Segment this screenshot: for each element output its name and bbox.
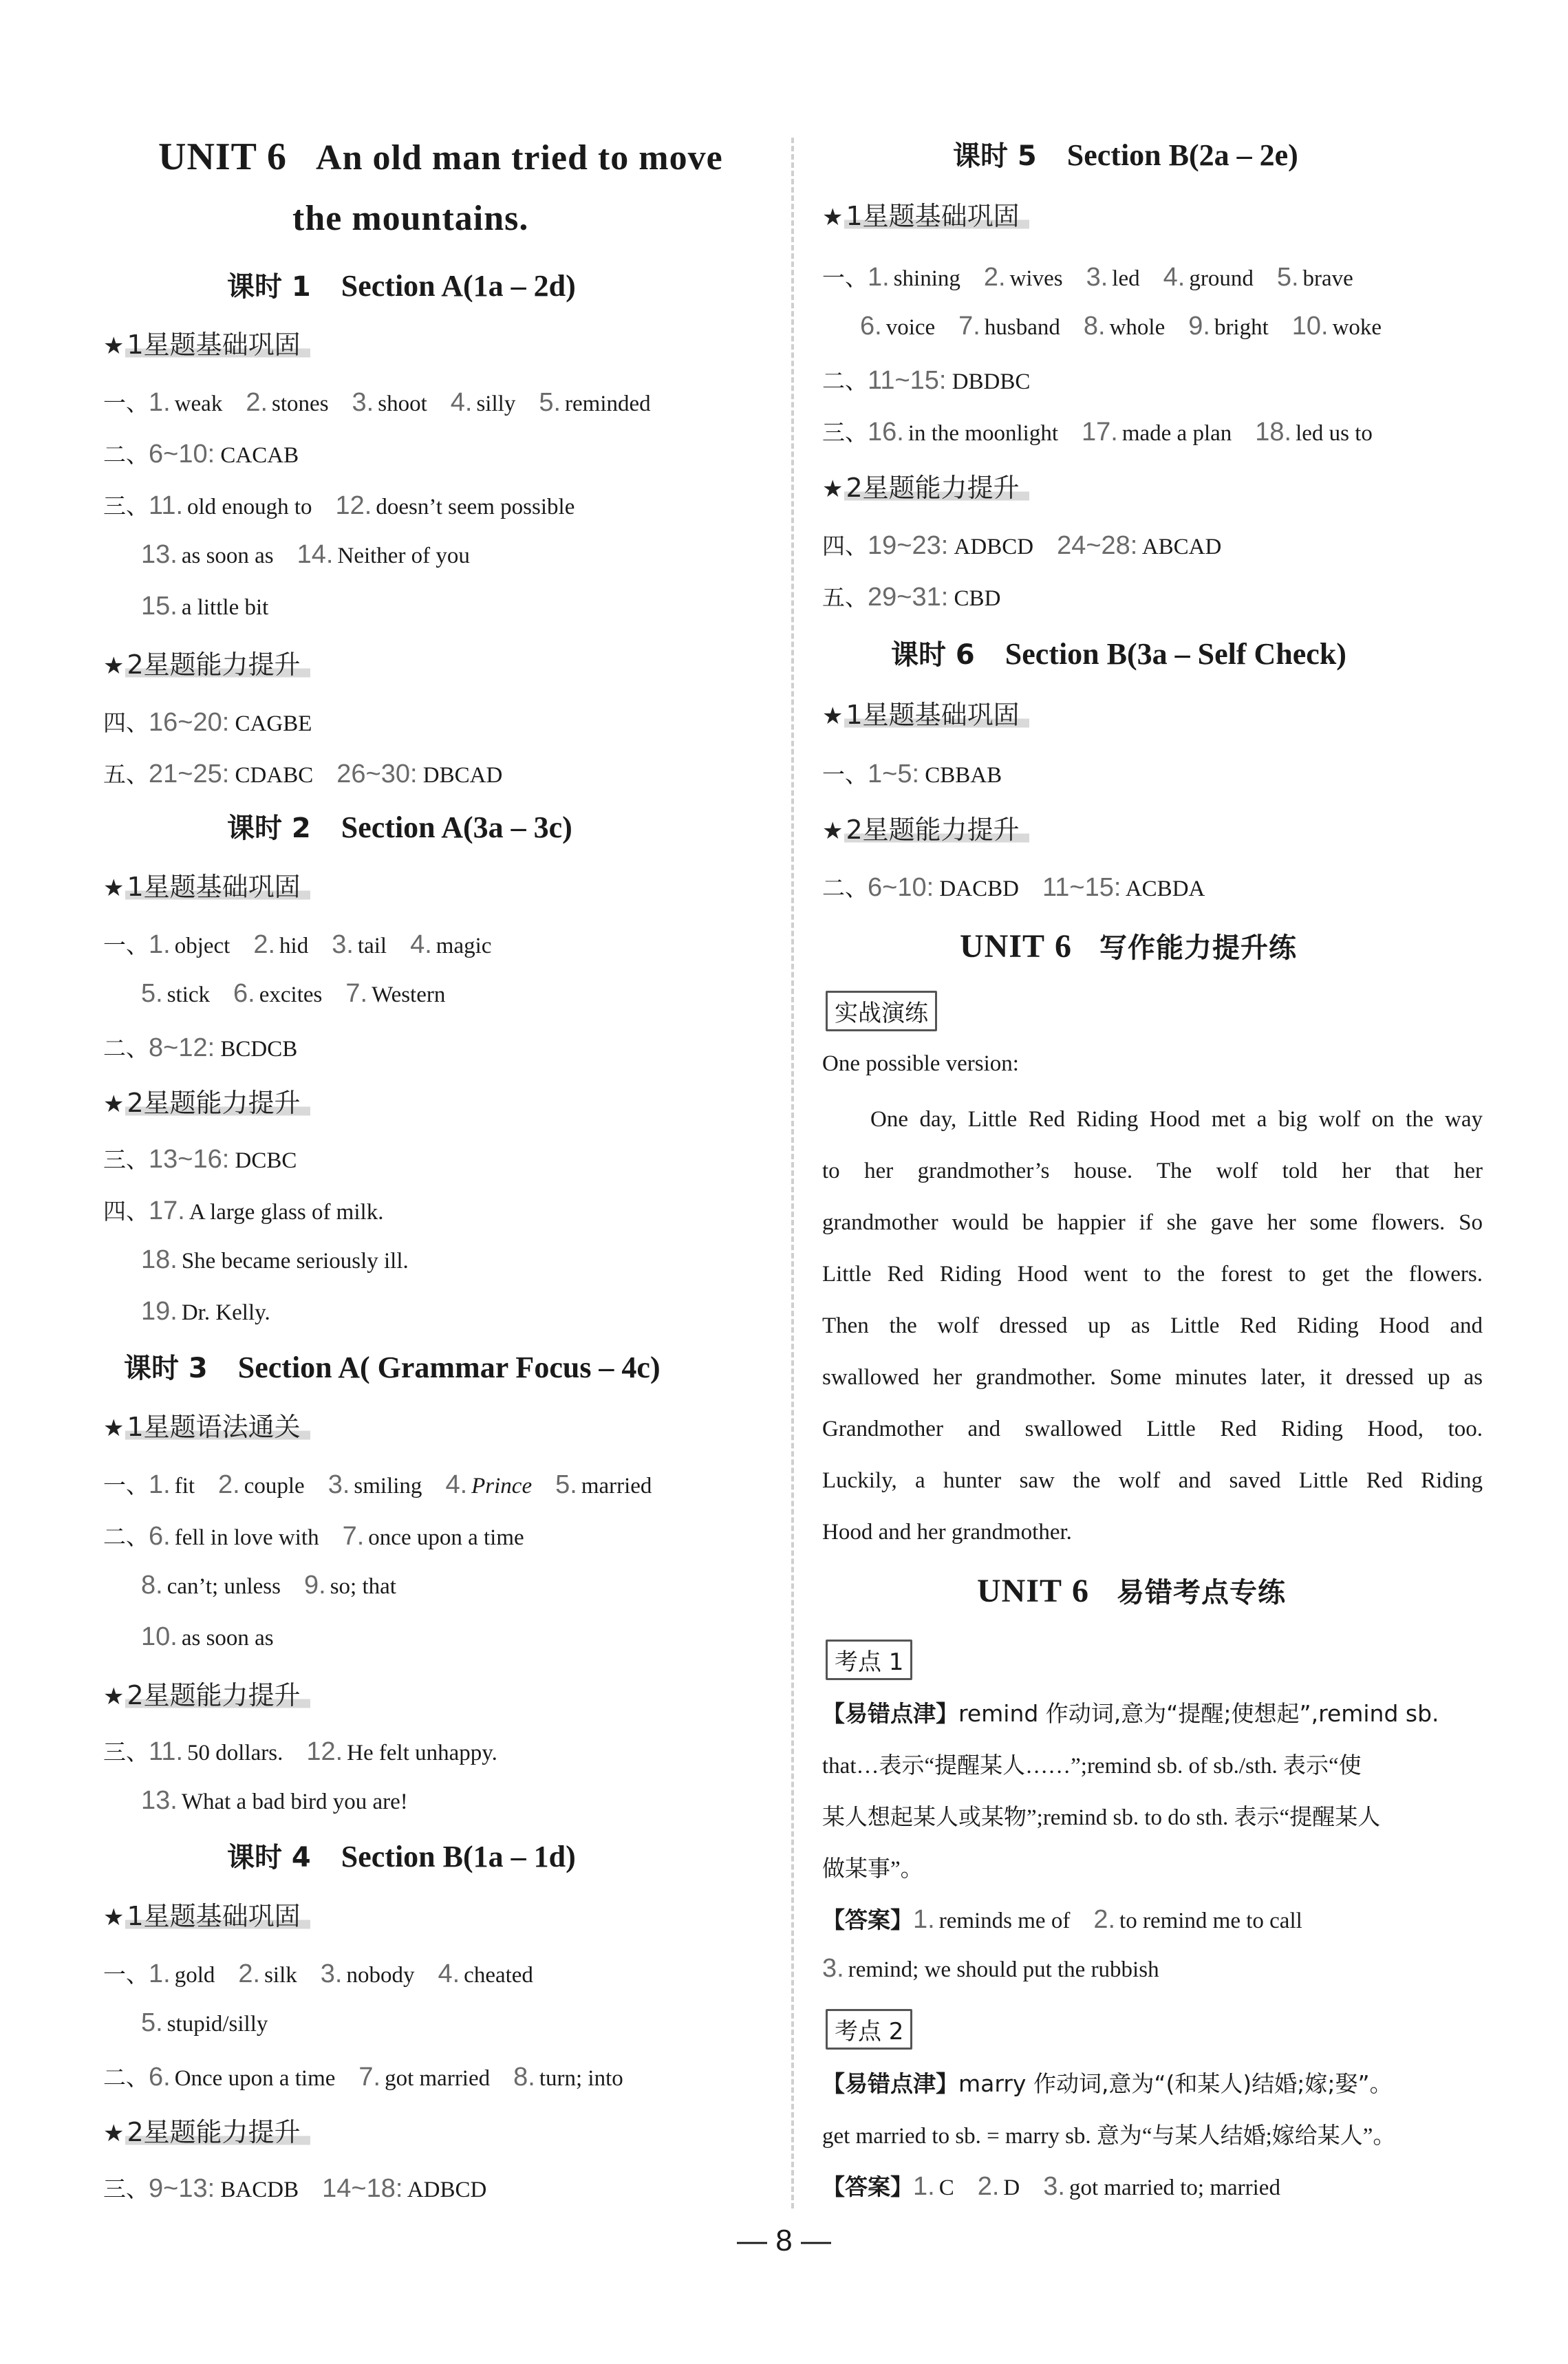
star-icon: ★	[103, 332, 125, 360]
l3-row-6: 13. What a bad bird you are!	[141, 1786, 408, 1815]
lesson-4-star1-heading: ★ 1星题基础巩固	[103, 1895, 310, 1933]
unit-title-line-2: the mountains.	[292, 199, 529, 238]
l2-row-1: 一、1. object 2. hid 3. tail 4. magic	[103, 930, 492, 959]
kaodian-2-label: 考点 2	[826, 2009, 912, 2050]
star-icon: ★	[103, 1090, 125, 1118]
l4-row-1: 一、1. gold 2. silk 3. nobody 4. cheated	[103, 1959, 533, 1988]
lesson-3-star2-heading: ★ 2星题能力提升	[103, 1674, 310, 1712]
l4-row-3: 二、6. Once upon a time 7. got married 8. turn; into	[103, 2063, 623, 2092]
passage-line: Then the wolf dressed up as Little Red Riding Hood and	[822, 1313, 1483, 1338]
passage-line: grandmother would be happier if she gave her some flowers. So	[822, 1210, 1483, 1235]
lesson-3-star1-heading: ★ 1星题语法通关	[103, 1406, 310, 1443]
star-icon: ★	[822, 475, 844, 503]
kaodian-1-label: 考点 1	[826, 1640, 912, 1680]
star-icon: ★	[103, 1415, 125, 1442]
l3-row-4: 10. as soon as	[141, 1622, 274, 1651]
lesson-4-star2-heading: ★ 2星题能力提升	[103, 2111, 310, 2149]
l6-row-1: 一、1~5: CBBAB	[822, 760, 1002, 788]
writing-title: UNIT 6 写作能力提升练	[960, 928, 1298, 965]
lesson-6-star2-heading: ★ 2星题能力提升	[822, 808, 1029, 846]
kd1-line-1: 【易错点津】remind 作动词,意为“提醒;使想起”,remind sb.	[822, 1700, 1439, 1727]
lesson-5-star2-heading: ★ 2星题能力提升	[822, 466, 1029, 504]
star-icon: ★	[822, 817, 844, 845]
kd2-line-1: 【易错点津】marry 作动词,意为“(和某人)结婚;嫁;娶”。	[822, 2070, 1393, 2097]
kd1-line-2: that…表示“提醒某人……”;remind sb. of sb./sth. 表示“使	[822, 1754, 1362, 1779]
errors-title: UNIT 6 易错考点专练	[977, 1573, 1287, 1609]
lesson-1-star1-heading: ★ 1星题基础巩固	[103, 323, 310, 361]
passage-line: Luckily, a hunter saw the wolf and saved Little Red Riding	[822, 1468, 1483, 1493]
l2-row-6: 18. She became seriously ill.	[141, 1245, 409, 1274]
writing-passage	[822, 1094, 1483, 1558]
lesson-4-heading: 课时 4 Section B(1a – 1d)	[227, 1840, 576, 1873]
l1-row-1: 一、1. weak 2. stones 3. shoot 4. silly 5. reminded	[103, 388, 651, 417]
l5-row-4: 三、16. in the moonlight 17. made a plan 18. led us to	[822, 418, 1373, 447]
writing-intro: One possible version:	[822, 1051, 1019, 1076]
unit-title-line-1	[158, 135, 723, 179]
lesson-3-heading: 课时 3 Section A( Grammar Focus – 4c)	[124, 1351, 661, 1384]
kd1-line-3: 某人想起某人或某物”;remind sb. to do sth. 表示“提醒某人	[822, 1805, 1381, 1830]
l2-row-2: 5. stick 6. excites 7. Western	[141, 979, 446, 1008]
l3-row-3: 8. can’t; unless 9. so; that	[141, 1571, 396, 1600]
l1-row-5: 15. a little bit	[141, 592, 269, 621]
kd2-line-2: get married to sb. = marry sb. 意为“与某人结婚;嫁给某人”。	[822, 2124, 1396, 2149]
kd1-answer-2: 3. remind; we should put the rubbish	[822, 1954, 1159, 1983]
l3-row-2: 二、6. fell in love with 7. once upon a time	[103, 1522, 524, 1551]
lesson-1-heading	[227, 265, 576, 304]
star-icon: ★	[103, 1904, 125, 1931]
l4-row-4: 三、9~13: BACDB 14~18: ADBCD	[103, 2174, 487, 2203]
star-icon: ★	[103, 874, 125, 902]
lesson-1-en: Section A(1a – 2d)	[341, 269, 576, 303]
column-divider	[791, 138, 794, 2209]
l2-row-3: 二、8~12: BCDCB	[103, 1033, 298, 1062]
lesson-2-heading: 课时 2 Section A(3a – 3c)	[227, 810, 572, 844]
lesson-6-heading: 课时 6 Section B(3a – Self Check)	[891, 637, 1346, 671]
page-number: — 8 —	[737, 2224, 831, 2257]
unit-title-text-1: An old man tried to move	[316, 138, 723, 178]
l3-row-5: 三、11. 50 dollars. 12. He felt unhappy.	[103, 1737, 497, 1766]
star-icon: ★	[822, 204, 844, 231]
lesson-2-star1-heading: ★ 1星题基础巩固	[103, 866, 310, 903]
passage-line: Hood and her grandmother.	[822, 1520, 1072, 1545]
star-icon: ★	[103, 1683, 125, 1710]
unit-label: UNIT	[158, 136, 258, 178]
l5-row-6: 五、29~31: CBD	[822, 583, 1001, 612]
l5-row-3: 二、11~15: DBDBC	[822, 366, 1031, 395]
practice-box-label: 实战演练	[826, 991, 937, 1031]
lesson-5-star1-heading: ★ 1星题基础巩固	[822, 195, 1029, 233]
passage-line: to her grandmother’s house. The wolf told her that her	[822, 1159, 1483, 1183]
lesson-6-star1-heading: ★ 1星题基础巩固	[822, 694, 1029, 731]
passage-line: swallowed her grandmother. Some minutes later, it dressed up as	[822, 1365, 1483, 1390]
star-icon: ★	[822, 702, 844, 730]
lesson-1-cn: 课时 1	[227, 271, 311, 303]
l1-row-2: 二、6~10: CACAB	[103, 440, 299, 469]
star-icon: ★	[103, 652, 125, 680]
l1-row-4: 13. as soon as 14. Neither of you	[141, 540, 470, 569]
l3-row-1: 一、1. fit 2. couple 3. smiling 4. Prince 5. married	[103, 1470, 652, 1499]
l1-row-7: 五、21~25: CDABC 26~30: DBCAD	[103, 760, 503, 788]
passage-line: Grandmother and swallowed Little Red Riding Hood, too.	[822, 1417, 1483, 1441]
lesson-2-star2-heading: ★ 2星题能力提升	[103, 1082, 310, 1119]
l5-row-5: 四、19~23: ADBCD 24~28: ABCAD	[822, 531, 1222, 560]
l5-row-2: 6. voice 7. husband 8. whole 9. bright 10. woke	[860, 312, 1382, 341]
l6-row-2: 二、6~10: DACBD 11~15: ACBDA	[822, 873, 1205, 902]
l5-row-1: 一、1. shining 2. wives 3. led 4. ground 5. brave	[822, 263, 1353, 292]
lesson-5-heading: 课时 5 Section B(2a – 2e)	[953, 138, 1298, 172]
passage-line: Little Red Riding Hood went to the forest to get the flowers.	[822, 1262, 1483, 1287]
unit-number: 6	[267, 136, 288, 178]
l4-row-2: 5. stupid/silly	[141, 2008, 268, 2037]
l2-row-7: 19. Dr. Kelly.	[141, 1297, 270, 1326]
l1-row-6: 四、16~20: CAGBE	[103, 708, 312, 737]
passage-line: One day, Little Red Riding Hood met a big wolf on the way	[870, 1107, 1483, 1132]
l2-row-5: 四、17. A large glass of milk.	[103, 1196, 384, 1225]
star-icon: ★	[103, 2120, 125, 2147]
l2-row-4: 三、13~16: DCBC	[103, 1145, 297, 1174]
kd1-line-4: 做某事”。	[822, 1857, 923, 1882]
kd2-answer: 【答案】1. C 2. D 3. got married to; married	[822, 2172, 1280, 2201]
lesson-1-star2-heading: ★ 2星题能力提升	[103, 643, 310, 681]
kd1-answer-1: 【答案】1. reminds me of 2. to remind me to call	[822, 1905, 1302, 1934]
l1-row-3: 三、11. old enough to 12. doesn’t seem possible	[103, 491, 575, 520]
